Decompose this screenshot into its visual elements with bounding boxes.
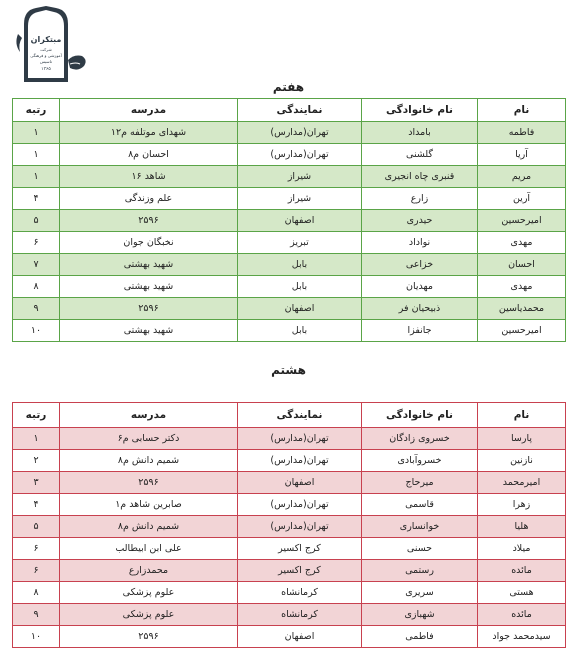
cell-rank: ۱۰ [13,626,60,648]
table-row [13,560,566,582]
cell-school: علم وزندگی [60,188,238,210]
cell-rep: بابل [238,320,362,342]
cell-family: شهبازی [362,604,478,626]
cell-rep: اصفهان [238,472,362,494]
cell-name: مائده [478,604,566,626]
cell-school: شهدای موتلفه م۱۲ [60,122,238,144]
cell-rep: شیراز [238,188,362,210]
table-row [13,516,566,538]
cell-rep: کرمانشاه [238,582,362,604]
cell-school: احسان م۸ [60,144,238,166]
cell-name: امیرحسین [478,320,566,342]
cell-rank: ۶ [13,538,60,560]
cell-rep: تبریز [238,232,362,254]
grade8-header-row [13,403,566,428]
cell-rank: ۴ [13,188,60,210]
grade8-table [12,402,566,648]
cell-rank: ۶ [13,560,60,582]
cell-school: شمیم دانش م۸ [60,516,238,538]
cell-family: خسروآبادی [362,450,478,472]
table-row [13,582,566,604]
grade7-header-row [13,99,566,122]
cell-school: ۲۵۹۶ [60,472,238,494]
cell-name: امیرمحمد [478,472,566,494]
grade7-title: هفتم [272,80,305,94]
table-row [13,232,566,254]
cell-name: مهدی [478,276,566,298]
cell-name: فاطمه [478,122,566,144]
header-rep: نمایندگی [238,99,362,122]
header-rank: رتبه [13,99,60,122]
cell-school: علوم پزشکی [60,582,238,604]
company-logo [12,4,90,86]
table-row [13,428,566,450]
table-row [13,320,566,342]
cell-rank: ۶ [13,232,60,254]
header-rep: نمایندگی [238,403,362,428]
cell-family: خوانساری [362,516,478,538]
cell-family: جانفزا [362,320,478,342]
cell-school: علی ابن ابیطالب [60,538,238,560]
cell-rank: ۱۰ [13,320,60,342]
header-name: نام [478,99,566,122]
grade8-body [13,428,566,648]
cell-rank: ۱ [13,166,60,188]
logo-line1: شرکت [40,47,52,52]
cell-name: محمدیاسین [478,298,566,320]
cell-school: شهید بهشتی [60,320,238,342]
cell-family: زارع [362,188,478,210]
cell-school: شهید بهشتی [60,276,238,298]
cell-rank: ۷ [13,254,60,276]
cell-rank: ۱ [13,144,60,166]
cell-family: سریری [362,582,478,604]
logo-emblem [12,4,90,86]
cell-rep: بابل [238,254,362,276]
grade7-table [12,98,566,342]
cell-name: آریا [478,144,566,166]
cell-rep: کرج اکسیر [238,538,362,560]
cell-name: زهرا [478,494,566,516]
table-row [13,188,566,210]
cell-rank: ۹ [13,298,60,320]
logo-name: مبتکران [30,35,62,44]
cell-family: خزاعی [362,254,478,276]
cell-family: قاسمی [362,494,478,516]
cell-family: بامداد [362,122,478,144]
cell-rank: ۸ [13,582,60,604]
cell-rank: ۲ [13,450,60,472]
cell-rank: ۱ [13,428,60,450]
grade8-title: هشتم [271,363,306,377]
cell-rep: شیراز [238,166,362,188]
header-name: نام [478,403,566,428]
table-row [13,298,566,320]
cell-rep: تهران(مدارس) [238,494,362,516]
table-row [13,604,566,626]
table-row [13,210,566,232]
table-row [13,276,566,298]
cell-rep: بابل [238,276,362,298]
cell-school: شمیم دانش م۸ [60,450,238,472]
cell-family: نواداد [362,232,478,254]
header-school: مدرسه [60,99,238,122]
cell-school: نخبگان جوان [60,232,238,254]
cell-family: رستمی [362,560,478,582]
cell-rep: اصفهان [238,210,362,232]
cell-family: ذبیحیان فر [362,298,478,320]
cell-rep: تهران(مدارس) [238,428,362,450]
logo-year: ۱۳۶۵ [41,67,51,72]
table-row [13,494,566,516]
cell-name: هستی [478,582,566,604]
cell-family: حسنی [362,538,478,560]
cell-name: پارسا [478,428,566,450]
cell-family: میرحاج [362,472,478,494]
cell-name: آرین [478,188,566,210]
cell-family: قنبری چاه انجیری [362,166,478,188]
cell-name: هلیا [478,516,566,538]
logo-line2: آموزشی و فرهنگی [30,53,62,58]
cell-family: گلشنی [362,144,478,166]
cell-name: احسان [478,254,566,276]
cell-school: ۲۵۹۶ [60,210,238,232]
logo-line3: تاسیس [40,59,52,64]
cell-name: مائده [478,560,566,582]
cell-name: میلاد [478,538,566,560]
cell-school: محمدزارع [60,560,238,582]
table-row [13,538,566,560]
cell-rank: ۱ [13,122,60,144]
cell-rep: اصفهان [238,626,362,648]
cell-rank: ۴ [13,494,60,516]
cell-school: ۲۵۹۶ [60,298,238,320]
cell-rep: اصفهان [238,298,362,320]
grade7-body [13,122,566,342]
cell-rep: تهران(مدارس) [238,144,362,166]
cell-name: امیرحسین [478,210,566,232]
cell-family: مهدیان [362,276,478,298]
table-row [13,472,566,494]
cell-name: مریم [478,166,566,188]
cell-name: سیدمحمد جواد [478,626,566,648]
cell-school: علوم پزشکی [60,604,238,626]
cell-rank: ۹ [13,604,60,626]
table-row [13,254,566,276]
cell-rank: ۵ [13,210,60,232]
cell-name: مهدی [478,232,566,254]
cell-rep: تهران(مدارس) [238,516,362,538]
table-row [13,122,566,144]
cell-school: صابرین شاهد م۱ [60,494,238,516]
cell-school: ۲۵۹۶ [60,626,238,648]
table-row [13,450,566,472]
cell-rank: ۳ [13,472,60,494]
cell-rep: تهران(مدارس) [238,450,362,472]
table-row [13,144,566,166]
cell-family: خسروی زادگان [362,428,478,450]
cell-family: فاطمی [362,626,478,648]
header-family: نام خانوادگی [362,99,478,122]
cell-school: دکتر حسابی م۶ [60,428,238,450]
cell-rep: کرج اکسیر [238,560,362,582]
cell-family: حیدری [362,210,478,232]
cell-school: شاهد ۱۶ [60,166,238,188]
header-rank: رتبه [13,403,60,428]
cell-rank: ۵ [13,516,60,538]
cell-rep: کرمانشاه [238,604,362,626]
table-row [13,166,566,188]
cell-rank: ۸ [13,276,60,298]
header-family: نام خانوادگی [362,403,478,428]
header-school: مدرسه [60,403,238,428]
table-row [13,626,566,648]
cell-rep: تهران(مدارس) [238,122,362,144]
cell-name: نازنین [478,450,566,472]
cell-school: شهید بهشتی [60,254,238,276]
